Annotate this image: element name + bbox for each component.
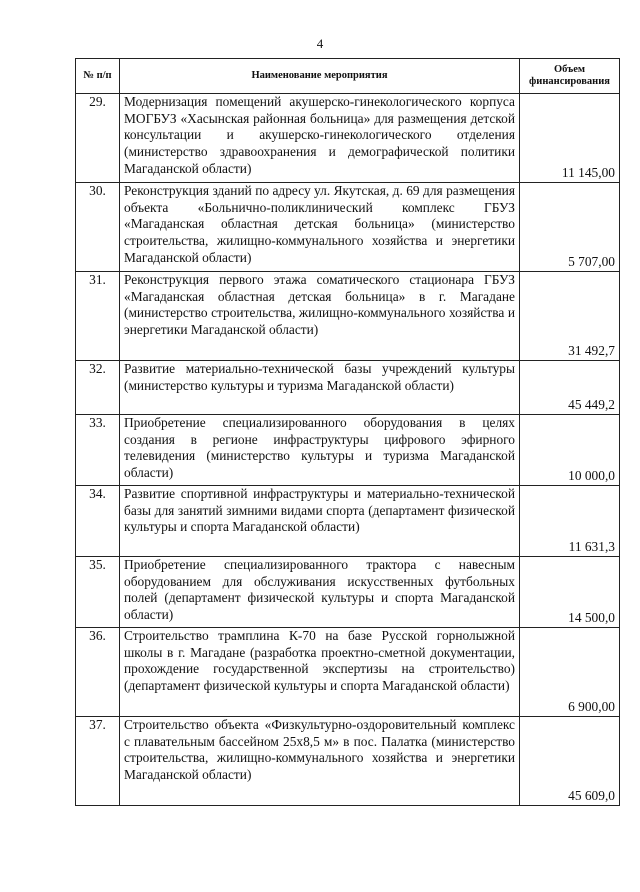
row-amount: 45 609,0	[520, 717, 620, 806]
table-row	[76, 415, 620, 486]
row-name: Реконструкция зданий по адресу ул. Якутская, д. 69 для размещения объекта «Больнично-поликлинический комплекс ГБУЗ «Магаданская областная детская больница» (министерство строительства, жилищно-коммунального хозяйства и энергетики Магаданской области)	[120, 183, 520, 272]
row-name: Реконструкция первого этажа соматического стационара ГБУЗ «Магаданская областная детская больница» в г. Магадане (министерство строительства, жилищно-коммунального хозяйства и энергетики Магаданской области)	[120, 272, 520, 361]
table-row	[76, 486, 620, 557]
row-number: 31.	[76, 272, 120, 361]
row-amount: 6 900,00	[520, 628, 620, 717]
table-row	[76, 272, 620, 361]
row-number: 35.	[76, 557, 120, 628]
table-row	[76, 361, 620, 415]
table-row	[76, 717, 620, 806]
table-row	[76, 628, 620, 717]
table-row	[76, 183, 620, 272]
row-amount: 31 492,7	[520, 272, 620, 361]
row-amount: 14 500,0	[520, 557, 620, 628]
table-header-row	[76, 59, 620, 94]
row-number: 32.	[76, 361, 120, 415]
header-number: № п/п	[76, 59, 120, 94]
row-number: 29.	[76, 94, 120, 183]
row-amount: 11 145,00	[520, 94, 620, 183]
row-name: Развитие спортивной инфраструктуры и материально-технической базы для занятий зимними видами спорта (департамент физической культуры и спорта Магаданской области)	[120, 486, 520, 557]
row-name: Модернизация помещений акушерско-гинекологического корпуса МОГБУЗ «Хасынская районная больница» для размещения детской консультации и акушерско-гинекологического отделения (министерство здравоохранения и демографической политики Магаданской области)	[120, 94, 520, 183]
row-amount: 11 631,3	[520, 486, 620, 557]
row-name: Строительство объекта «Физкультурно-оздоровительный комплекс с плавательным бассейном 25х8,5 м» в пос. Палатка (министерство строительства, жилищно-коммунального хозяйства и энергетики Магаданской области)	[120, 717, 520, 806]
row-name: Развитие материально-технической базы учреждений культуры (министерство культуры и туризма Магаданской области)	[120, 361, 520, 415]
row-name: Приобретение специализированного оборудования в целях создания в регионе инфраструктуры цифрового эфирного телевидения (министерство культуры и туризма Магаданской области)	[120, 415, 520, 486]
row-amount: 10 000,0	[520, 415, 620, 486]
table-row	[76, 557, 620, 628]
row-number: 36.	[76, 628, 120, 717]
table-row	[76, 94, 620, 183]
row-amount: 45 449,2	[520, 361, 620, 415]
row-number: 37.	[76, 717, 120, 806]
row-number: 30.	[76, 183, 120, 272]
header-name: Наименование мероприятия	[120, 59, 520, 94]
header-amount: Объем финансирования	[520, 59, 620, 94]
row-name: Приобретение специализированного трактора с навесным оборудованием для обслуживания искусственных футбольных полей (департамент физической культуры и спорта Магаданской области)	[120, 557, 520, 628]
row-number: 33.	[76, 415, 120, 486]
row-number: 34.	[76, 486, 120, 557]
row-amount: 5 707,00	[520, 183, 620, 272]
page-number: 4	[316, 36, 324, 51]
measures-table	[75, 58, 620, 806]
row-name: Строительство трамплина К-70 на базе Русской горнолыжной школы в г. Магадане (разработка проектно-сметной документации, прохождение государственной экспертизы на строительство) (департамент физической культуры и спорта Магаданской области)	[120, 628, 520, 717]
